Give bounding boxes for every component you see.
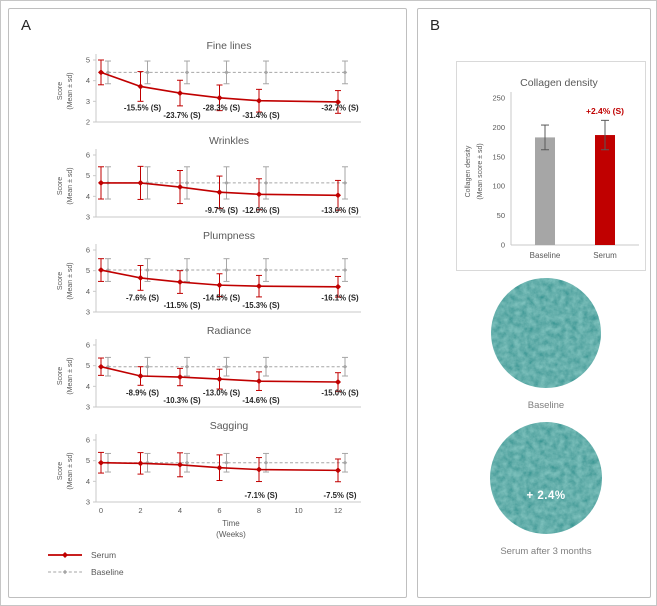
svg-text:Score: Score	[57, 81, 64, 101]
svg-text:(Mean ± sd): (Mean ± sd)	[67, 262, 74, 300]
photo-serum	[466, 421, 626, 557]
svg-text:-15.5% (S): -15.5% (S)	[123, 103, 162, 113]
collagen-photo-baseline	[490, 277, 602, 394]
svg-text:(Mean ± sd): (Mean ± sd)	[67, 452, 74, 490]
legend-item-serum	[47, 546, 124, 563]
photo-caption-baseline: Baseline	[527, 400, 565, 411]
chart-content	[465, 77, 639, 260]
collagen-circle-image	[490, 277, 602, 389]
svg-text:-11.5% (S): -11.5% (S)	[163, 301, 201, 310]
svg-text:Collagen density: Collagen density	[520, 77, 598, 89]
chart-content	[57, 325, 361, 412]
svg-text:5: 5	[85, 456, 90, 466]
panel-a	[8, 8, 407, 598]
svg-text:4: 4	[85, 476, 90, 486]
svg-text:6: 6	[85, 435, 90, 445]
svg-text:Wrinkles: Wrinkles	[208, 135, 250, 147]
chart-sagging	[39, 418, 431, 546]
svg-text:(Mean ± sd): (Mean ± sd)	[67, 167, 74, 205]
svg-text:-7.1% (S): -7.1% (S)	[244, 491, 278, 500]
svg-text:Serum: Serum	[593, 251, 617, 260]
legend-item-baseline	[47, 563, 124, 580]
svg-text:Sagging: Sagging	[209, 420, 249, 432]
serum-line-swatch	[47, 549, 85, 561]
svg-text:3: 3	[85, 212, 90, 222]
svg-text:-7.6% (S): -7.6% (S)	[126, 293, 159, 303]
panel-b-label: B	[430, 17, 441, 34]
svg-text:250: 250	[492, 93, 505, 103]
svg-text:(Mean ± sd): (Mean ± sd)	[67, 357, 74, 395]
chart-plumpness	[39, 228, 431, 323]
photo-overlay-text: + 2.4%	[526, 489, 566, 502]
collagen-photo-serum	[489, 421, 603, 540]
chart-content	[57, 135, 361, 222]
collagen-density-chart-box	[456, 61, 646, 271]
svg-text:Time: Time	[222, 519, 240, 528]
svg-text:3: 3	[85, 96, 90, 106]
svg-text:(Weeks): (Weeks)	[216, 530, 246, 539]
svg-text:5: 5	[85, 171, 90, 181]
svg-text:3: 3	[85, 497, 90, 507]
svg-text:(Mean ± sd): (Mean ± sd)	[67, 72, 74, 110]
chart-radiance	[39, 323, 431, 418]
svg-text:4: 4	[85, 76, 90, 86]
chart-content	[57, 230, 361, 317]
svg-text:5: 5	[85, 55, 90, 65]
svg-text:6: 6	[85, 245, 90, 255]
svg-text:-31.4% (S): -31.4% (S)	[242, 111, 280, 120]
svg-text:Plumpness: Plumpness	[203, 230, 255, 242]
line-charts-column	[39, 38, 431, 546]
svg-text:6: 6	[85, 150, 90, 160]
svg-text:Score: Score	[57, 271, 64, 291]
svg-text:-12.0% (S): -12.0% (S)	[242, 206, 280, 215]
svg-text:Score: Score	[57, 366, 64, 386]
svg-text:-13.0% (S): -13.0% (S)	[321, 206, 359, 215]
svg-text:-8.9% (S): -8.9% (S)	[126, 388, 159, 398]
svg-text:-7.5% (S): -7.5% (S)	[323, 491, 357, 500]
svg-text:Collagen density: Collagen density	[465, 145, 472, 198]
svg-text:-15.3% (S): -15.3% (S)	[242, 301, 280, 310]
svg-text:3: 3	[85, 307, 90, 317]
svg-text:Score: Score	[57, 176, 64, 196]
svg-text:4: 4	[85, 381, 90, 391]
svg-text:4: 4	[177, 506, 183, 515]
svg-text:Baseline: Baseline	[529, 251, 561, 260]
svg-text:5: 5	[85, 361, 90, 371]
svg-text:3: 3	[85, 402, 90, 412]
svg-text:150: 150	[492, 152, 505, 162]
svg-text:100: 100	[492, 181, 505, 191]
collagen-circle-image	[489, 421, 603, 535]
svg-text:Radiance: Radiance	[206, 325, 252, 337]
legend-label-baseline: Baseline	[91, 566, 124, 577]
svg-text:5: 5	[85, 266, 90, 276]
baseline-line-swatch	[47, 566, 85, 578]
svg-text:-10.3% (S): -10.3% (S)	[163, 396, 201, 405]
photo-baseline	[466, 277, 626, 411]
svg-text:0: 0	[98, 506, 104, 515]
panel-b	[417, 8, 651, 598]
svg-text:8: 8	[256, 506, 262, 515]
svg-text:0: 0	[500, 240, 505, 250]
svg-text:-14.6% (S): -14.6% (S)	[242, 396, 280, 405]
chart-collagen-density	[457, 62, 645, 270]
svg-text:4: 4	[85, 191, 90, 201]
svg-text:50: 50	[496, 211, 505, 221]
legend-label-serum: Serum	[91, 549, 117, 560]
chart-fine-lines	[39, 38, 431, 133]
svg-text:(Mean score ± sd): (Mean score ± sd)	[477, 143, 484, 200]
svg-text:10: 10	[294, 506, 303, 515]
svg-text:Score: Score	[57, 461, 64, 481]
svg-text:12: 12	[333, 506, 343, 515]
svg-text:-28.3% (S): -28.3% (S)	[202, 103, 241, 113]
svg-text:6: 6	[85, 340, 90, 350]
svg-text:+2.4% (S): +2.4% (S)	[585, 106, 625, 116]
chart-content	[57, 40, 361, 127]
svg-text:-9.7% (S): -9.7% (S)	[205, 206, 238, 215]
svg-text:2: 2	[138, 506, 143, 515]
photo-caption-serum: Serum after 3 months	[500, 546, 592, 557]
svg-text:200: 200	[492, 122, 505, 132]
chart-content	[57, 420, 361, 539]
chart-wrinkles	[39, 133, 431, 228]
svg-text:-13.0% (S): -13.0% (S)	[202, 388, 241, 398]
panel-a-label: A	[21, 17, 32, 34]
chart-legend	[47, 546, 124, 580]
svg-text:-14.5% (S): -14.5% (S)	[202, 293, 241, 303]
svg-text:6: 6	[217, 506, 222, 515]
svg-text:Fine lines: Fine lines	[206, 40, 252, 52]
svg-text:-32.7% (S): -32.7% (S)	[321, 103, 359, 113]
svg-text:-15.0% (S): -15.0% (S)	[321, 388, 359, 398]
svg-text:-16.1% (S): -16.1% (S)	[321, 293, 359, 303]
svg-text:4: 4	[85, 286, 90, 296]
svg-text:-23.7% (S): -23.7% (S)	[163, 111, 201, 120]
svg-text:2: 2	[85, 117, 90, 127]
